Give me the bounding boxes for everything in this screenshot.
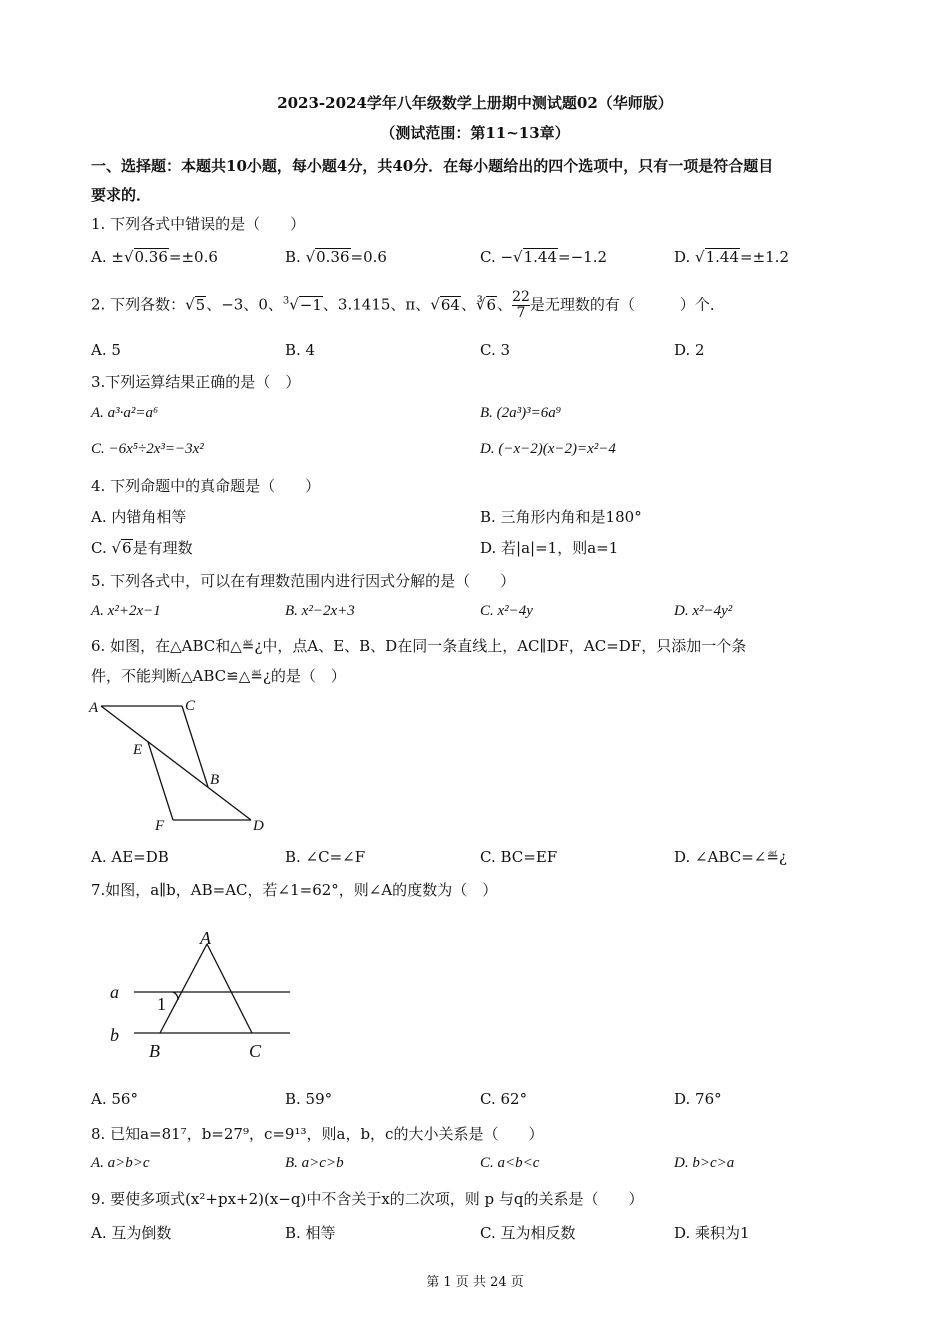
q1-option-c: C. −√1.44=−1.2 [480,248,608,266]
radical-sign: √ [305,248,316,266]
label-a: a [110,982,119,1002]
q6-option-c: C. BC=EF [480,848,558,866]
question-5-stem: 5. 下列各式中，可以在有理数范围内进行因式分解的是（ ） [91,572,516,590]
q6-option-b: B. ∠C=∠F [285,848,366,866]
q3-option-b: B. (2a³)³=6a⁹ [480,405,561,421]
q6-figure [85,692,275,837]
question-7-stem: 7.如图，a∥b，AB=AC，若∠1=62°，则∠A的度数为（ ） [91,881,498,899]
q8-option-b: B. a>c>b [285,1155,344,1171]
q1-option-b: B. √0.36=0.6 [285,248,387,266]
label-b: b [110,1025,119,1045]
question-8-stem: 8. 已知a=81⁷，b=27⁹，c=9¹³，则a，b，c的大小关系是（ ） [91,1125,544,1143]
question-6-stem: 6. 如图，在△ABC和△≝¿中，点A、E、B、D在同一条直线上，AC∥DF，AC=DF，只添加一个条 [91,637,747,655]
q7-option-b: B. 59° [285,1090,333,1108]
question-9-stem: 9. 要使多项式(x²+px+2)(x−q)中不含关于x的二次项，则 p 与q的关系是（ ） [91,1190,644,1208]
q1-option-d: D. √1.44=±1.2 [674,248,789,266]
q6-option-d: D. ∠ABC=∠≝¿ [674,848,787,866]
q1-option-a: A. ±√0.36=±0.6 [91,248,218,266]
fraction: $\frac{22}{7}$ [512,289,530,321]
q8-option-d: D. b>c>a [674,1155,735,1171]
section-heading-cont: 要求的． [91,186,152,204]
q5-option-c: C. x²−4y [480,603,533,619]
question-1-stem: 1. 下列各式中错误的是（ ） [91,215,306,233]
radical-sign: √ [513,248,523,266]
q2-option-c: C. 3 [480,341,511,359]
radical-sign: √ [695,248,705,266]
q5-option-b: B. x²−2x+3 [285,603,355,619]
q4-option-a: A. 内错角相等 [91,508,187,526]
q9-option-a: A. 互为倒数 [91,1224,172,1242]
segment-CB [182,706,208,787]
q4-option-d: D. 若|a|=1，则a=1 [480,539,619,557]
q5-option-a: A. x²+2x−1 [91,603,161,619]
page-footer: 第 1 页 共 24 页 [426,1275,524,1290]
q3-option-c: C. −6x⁵÷2x³=−3x² [91,441,204,457]
label-E: E [133,742,143,758]
q2-option-a: A. 5 [91,341,121,359]
q2-option-d: D. 2 [674,341,705,359]
angle-1-arc [173,992,178,1000]
label-B: B [210,772,220,788]
question-6-stem-cont: 件，不能判断△ABC≌△≝¿的是（ ） [91,667,346,685]
label-C: C [185,698,196,714]
page-title: 2023-2024学年八年级数学上册期中测试题02（华师版） [277,94,673,112]
q3-option-a: A. a³·a²=a⁶ [91,405,159,421]
question-2-stem: 2. 下列各数：√5、−3、0、$^3$√−1、3.1415、π、√64、∛6、 $\frac{22}{7}$ 是无理数的有（ ）个． [91,289,725,321]
q7-option-d: D. 76° [674,1090,722,1108]
segment-AC [207,944,252,1033]
segment-AB [160,944,207,1033]
q7-figure [100,924,300,1064]
q6-option-a: A. AE=DB [91,848,169,866]
label-A: A [89,700,99,716]
q9-option-d: D. 乘积为1 [674,1224,750,1242]
label-C: C [249,1041,262,1061]
q4-option-b: B. 三角形内角和是180° [480,508,642,526]
question-3-stem: 3.下列运算结果正确的是（ ） [91,373,301,391]
segment-AD [101,706,251,820]
q2-option-b: B. 4 [285,341,316,359]
q7-option-a: A. 56° [91,1090,138,1108]
radical-sign: √ [123,248,134,266]
question-4-stem: 4. 下列命题中的真命题是（ ） [91,477,321,495]
section-heading: 一、选择题：本题共10小题，每小题4分，共40分．在每小题给出的四个选项中，只有一项是符合题目 [91,157,774,175]
q3-option-d: D. (−x−2)(x−2)=x²−4 [480,441,616,457]
q9-option-c: C. 互为相反数 [480,1224,576,1242]
page-subtitle: （测试范围：第11~13章） [380,124,570,142]
label-F: F [155,818,165,834]
segment-EF [148,742,173,820]
q5-option-d: D. x²−4y² [674,603,733,619]
label-A: A [200,928,211,948]
q7-option-c: C. 62° [480,1090,528,1108]
q9-option-b: B. 相等 [285,1224,336,1242]
q8-option-c: C. a<b<c [480,1155,540,1171]
q8-option-a: A. a>b>c [91,1155,150,1171]
label-D: D [253,818,264,834]
label-B: B [149,1041,160,1061]
q4-option-c: C. √6是有理数 [91,539,193,557]
label-angle-1: 1 [157,994,166,1014]
